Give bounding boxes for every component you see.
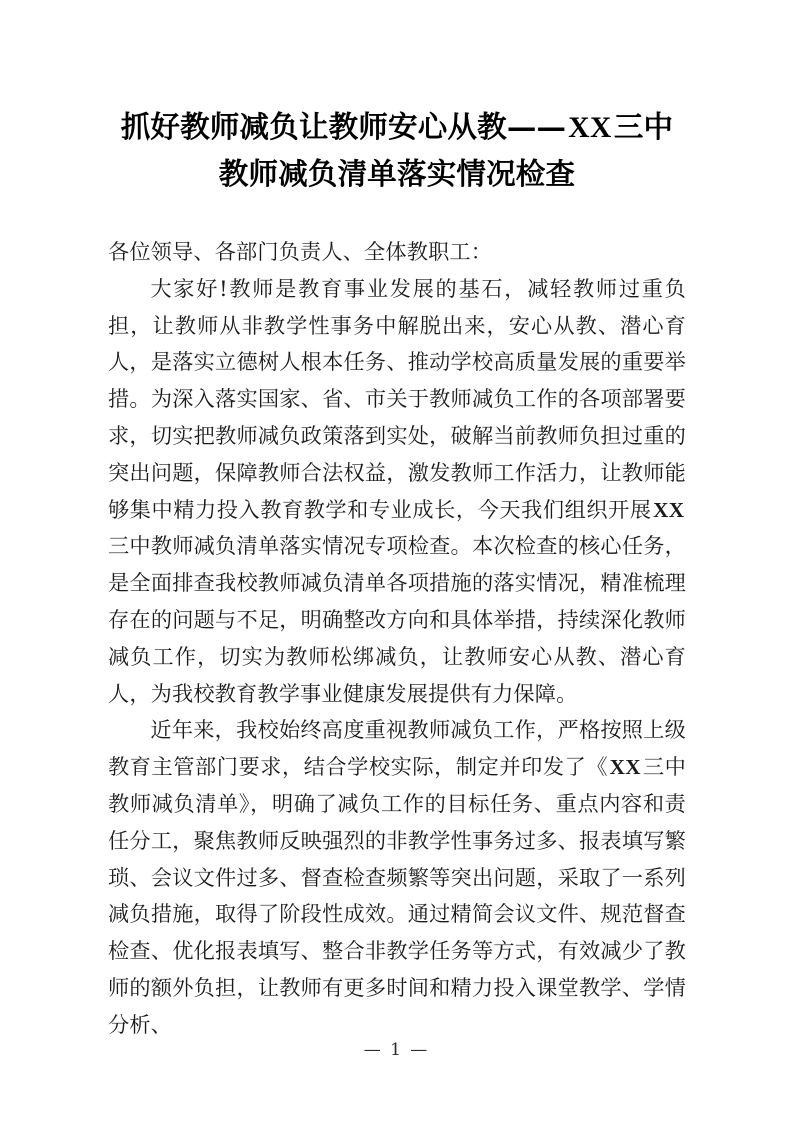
paragraph-1 bbox=[108, 271, 686, 713]
paragraph-1-segment-1: 大家好!教师是教育事业发展的基石，减轻教师过重负担，让教师从非教学性事务中解脱出来，安心从教、潜心育人，是落实立德树人根本任务、推动学校高质量发展的重要举措。为深入落实国家、省、市关于教师减负工作的各项部署要求，切实把教师减负政策落到实处，破解当前教师负担过重的突出问题，保障教师合法权益，激发教师工作活力，让教师能够集中精力投入教育教学和专业成长，今天我们组织开展 bbox=[108, 275, 686, 522]
page-title bbox=[108, 0, 686, 196]
paragraph-2 bbox=[108, 712, 686, 1043]
paragraph-2-segment-1: 近年来，我校始终高度重视教师减负工作，严格按照上级教育主管部门要求，结合学校实际，制定并印发了《 bbox=[108, 717, 686, 780]
page-title-segment-2: 三中教师减负清单落实情况检查 bbox=[218, 109, 674, 191]
page-number-footer: — 1 — bbox=[363, 1040, 430, 1060]
paragraph-2-segment-2: 三中教师减负清单》，明确了减负工作的目标任务、重点内容和责任分工，聚焦教师反映强烈的非教学性事务过多、报表填写繁琐、会议文件过多、督查检查频繁等突出问题，采取了一系列减负措施，取得了阶段性成效。通过精简会议文件、规范督查检查、优化报表填写、整合非教学任务等方式，有效减少了教师的额外负担，让教师有更多时间和精力投入课堂教学、学情分析、 bbox=[108, 754, 686, 1037]
paragraph-1-latin: XX bbox=[653, 497, 685, 522]
document-content bbox=[108, 0, 686, 1044]
page-title-latin: XX bbox=[568, 112, 612, 144]
paragraph-2-latin: XX bbox=[609, 755, 641, 780]
paragraph-1-segment-2: 三中教师减负清单落实情况专项检查。本次检查的核心任务，是全面排查我校教师减负清单各项措施的落实情况，精准梳理存在的问题与不足，明确整改方向和具体举措，持续深化教师减负工作，切实为教师松绑减负，让教师安心从教、潜心育人，为我校教育教学事业健康发展提供有力保障。 bbox=[108, 533, 686, 706]
document-body bbox=[108, 234, 686, 1044]
page-title-segment-1: 抓好教师减负让教师安心从教—— bbox=[120, 109, 567, 144]
salutation-line: 各位领导、各部门负责人、全体教职工： bbox=[108, 239, 493, 264]
